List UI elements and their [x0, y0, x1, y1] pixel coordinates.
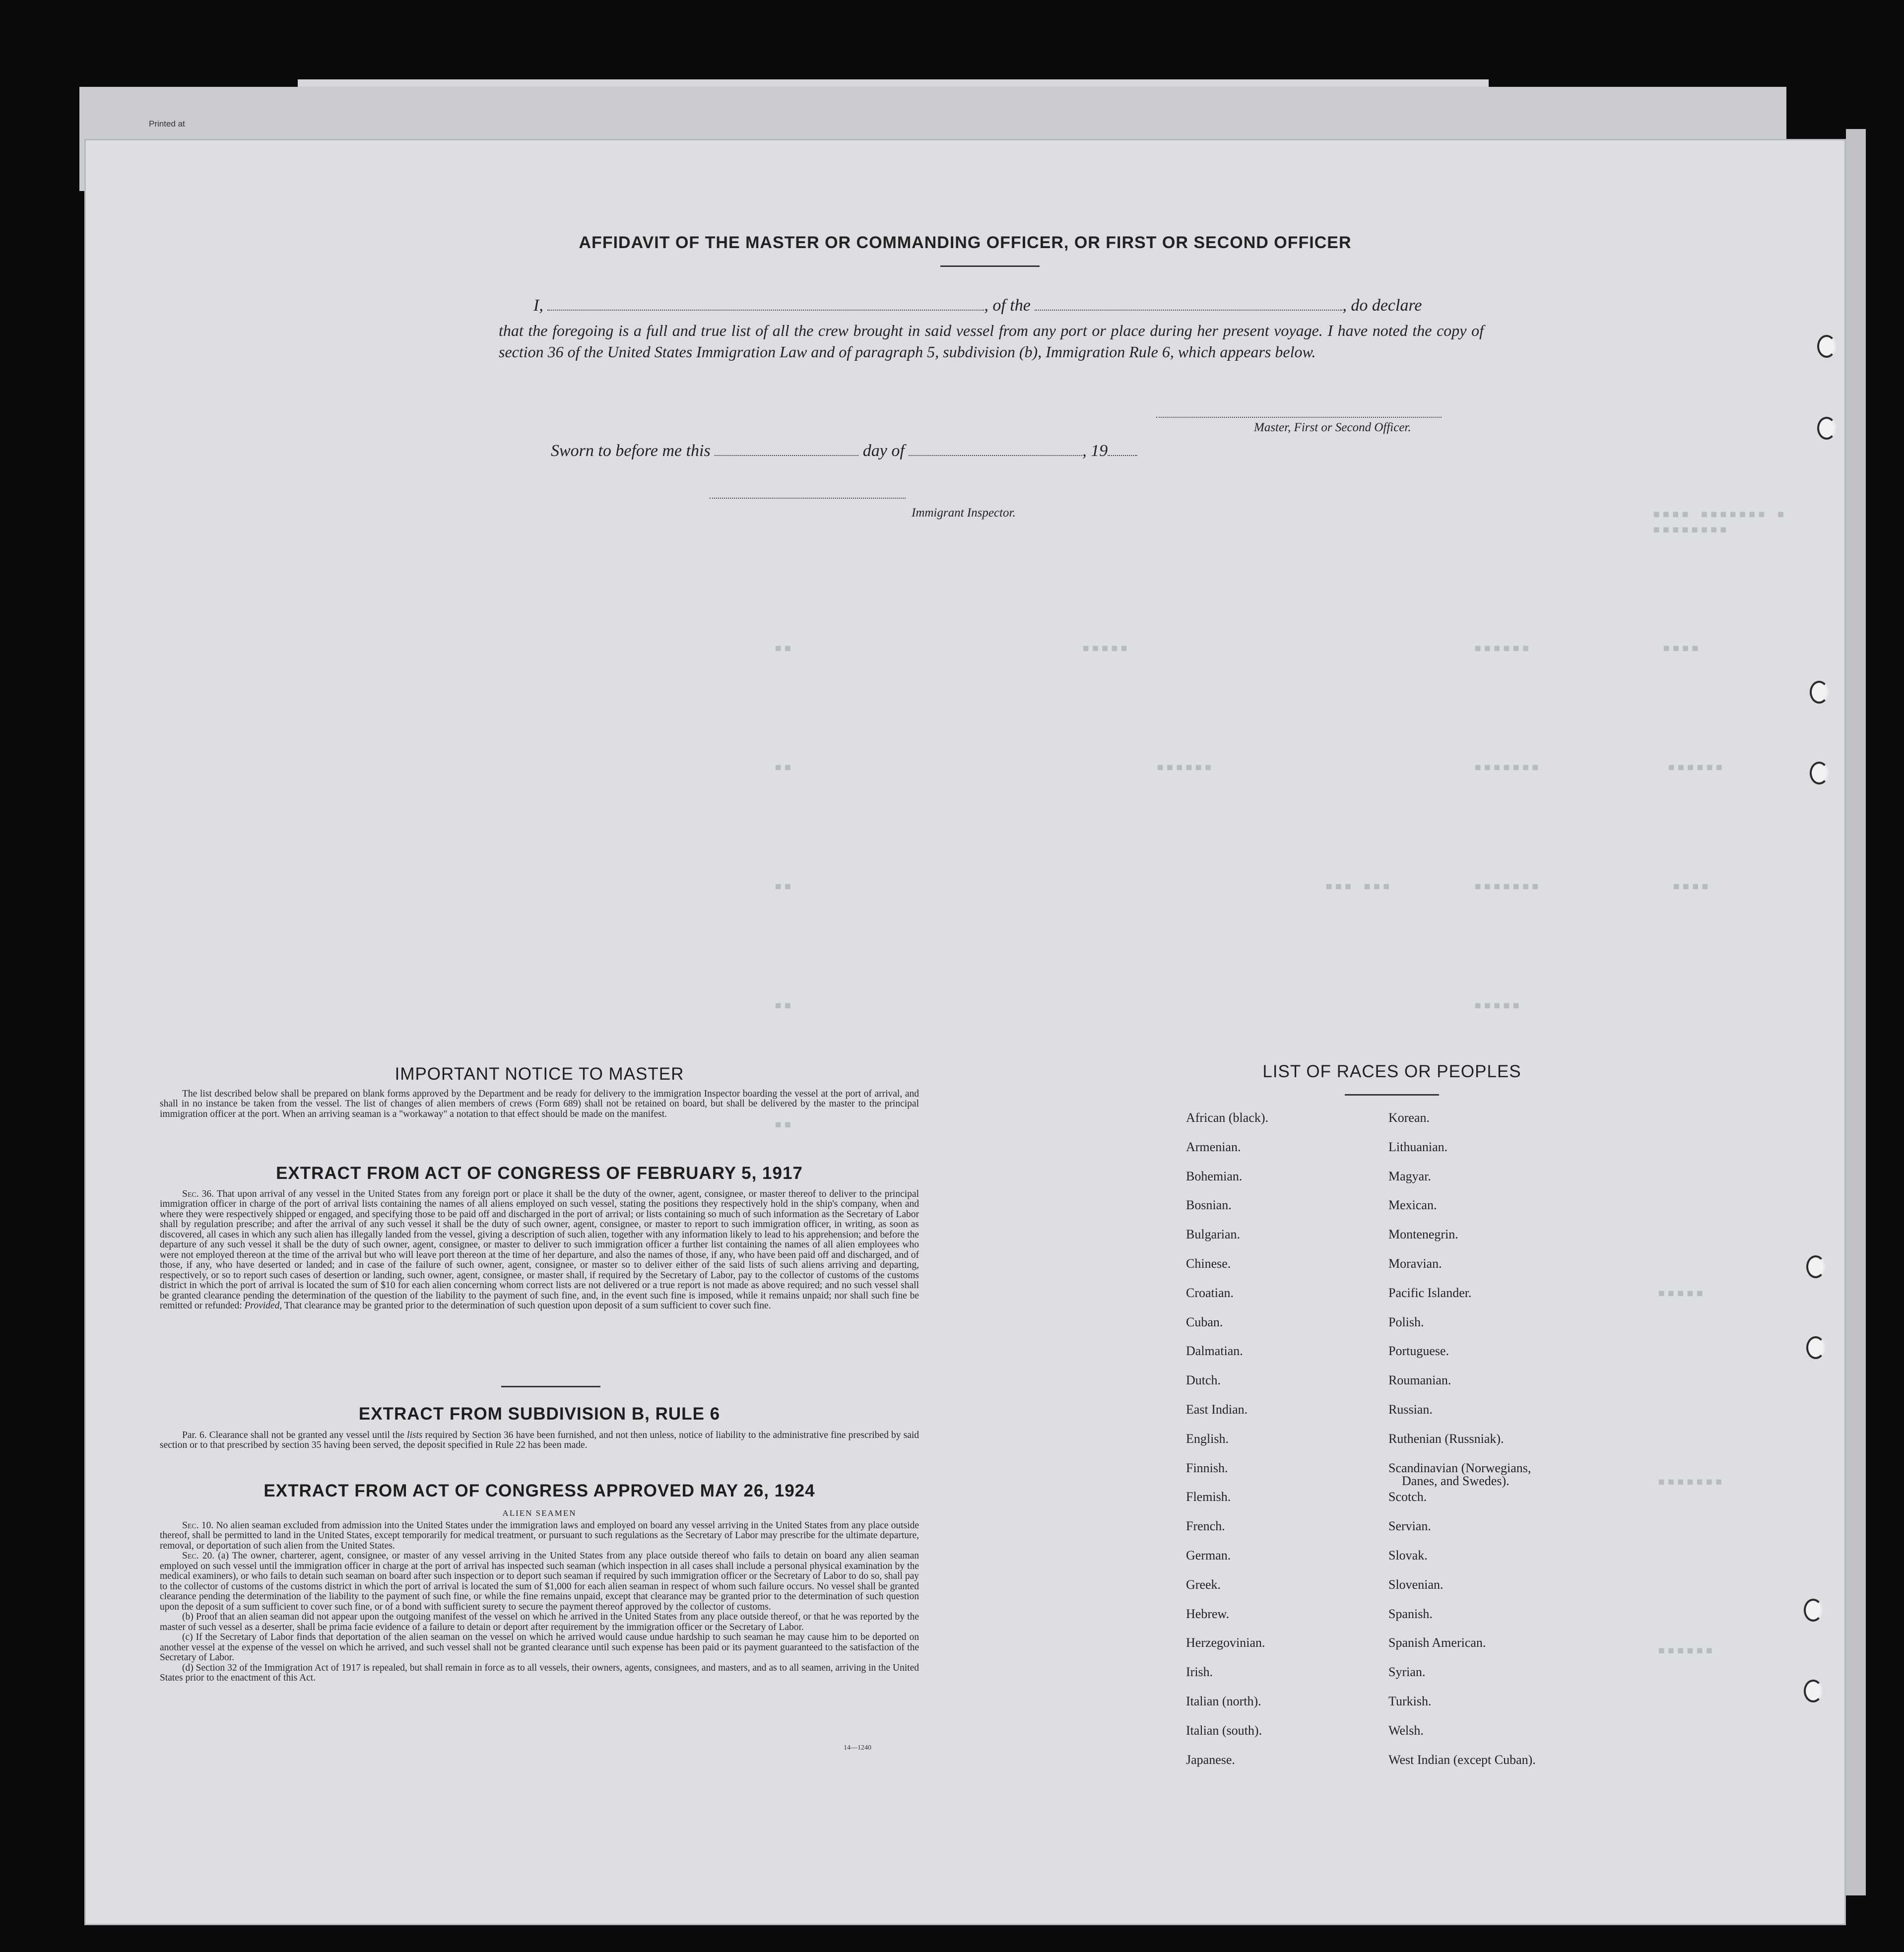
binder-hole: [1804, 1680, 1823, 1702]
binder-hole: [1804, 1599, 1823, 1622]
race-item: Bohemian.: [1186, 1169, 1243, 1183]
sworn-year-field[interactable]: [1108, 442, 1137, 456]
races-divider: [1345, 1094, 1439, 1096]
inspector-caption: Immigrant Inspector.: [912, 506, 1016, 520]
race-item: Italian (south).: [1186, 1723, 1262, 1738]
race-item: Lithuanian.: [1388, 1139, 1448, 1154]
race-item: Scotch.: [1388, 1490, 1427, 1504]
race-item: Moravian.: [1388, 1256, 1442, 1271]
race-item: Portuguese.: [1388, 1344, 1449, 1359]
officer-name-input[interactable]: [547, 297, 984, 311]
affidavit-statement: that the foregoing is a full and true list of all the crew brought in said vessel from any port or place during her present voyage. I have noted the copy of section 36 of the United States Immigration Law and of paragraph 5, subdivision (b), Immigration Rule 6, which appears below.: [499, 322, 1484, 361]
race-item: Spanish.: [1388, 1606, 1433, 1621]
form-number: 14—1240: [844, 1744, 871, 1752]
race-item: East Indian.: [1186, 1402, 1248, 1417]
race-item: Montenegrin.: [1388, 1227, 1458, 1242]
extract-rule6-text: Par. 6. Clearance shall not be granted any vessel until the lists required by Section 36 have been furnished, and not then unless, notice of liability to the administrative fine prescribed by said section or to that prescribed by section 35 having been served, the deposit specified in Rule 22 has been made.: [160, 1430, 919, 1451]
alien-seamen-subtitle: ALIEN SEAMEN: [502, 1508, 577, 1518]
extract-rule6-title: EXTRACT FROM SUBDIVISION B, RULE 6: [358, 1404, 721, 1424]
sworn-day-field[interactable]: [715, 442, 858, 456]
race-item: Turkish.: [1388, 1694, 1432, 1708]
manifest-page: ▪▪▪▪ ▪▪▪▪▪▪▪ ▪ ▪▪▪▪▪▪▪▪ ▪▪▪▪ ▪▪▪▪▪▪ ▪▪▪▪ ▪▪▪▪▪▪ ▪▪▪▪▪▪▪ ▪▪▪▪▪▪▪ ▪▪▪▪▪ ▪▪▪▪▪ ▪▪▪▪▪▪ ▪▪▪ ▪▪▪ ▪▪ ▪▪ ▪▪ ▪▪ ▪▪ ▪▪▪▪▪ ▪▪▪▪▪▪▪ ▪▪▪▪▪▪: [84, 139, 1846, 1925]
race-item: Japanese.: [1186, 1752, 1235, 1767]
master-officer-caption: Master, First or Second Officer.: [1254, 421, 1411, 434]
extract-1917-text: Sec. 36. That upon arrival of any vessel in the United States from any foreign port or place it shall be the duty of the owner, agent, consignee, or master thereof to deliver to the principal immigration officer in charge of the port of arrival lists containing the names of all aliens employed on such vessel, stating the positions they respectively hold in the ship's company, when and where they were respectively shipped or engaged, and specifying those to be paid off and discharged in the port of arrival; or lists containing so much of such information as the Secretary of Labor shall by regulation prescribe; and after the arrival of any such vessel it shall be the duty of such owner, agent, consignee, or master to report to such immigration officer, in writing, as soon as discovered, all cases in which any such alien has illegally landed from the vessel, giving a description of such alien, together with any information likely to lead to his apprehension; and before the departure of any such vessel it shall be the duty of such owner, agent, consignee, or master to deliver to such immigration officer a further list containing the names of all alien employees who were not employed thereon at the time of the arrival but who will leave port thereon at the time of her departure, and also the names of those, if any, who have been paid off and discharged, and of those, if any, who have deserted or landed; and in case of the failure of such owner, agent, consignee, or master so to deliver either of the said lists of such aliens arriving and departing, respectively, or so to report such cases of desertion or landing, such owner, agent, consignee, or master shall, if required by the Secretary of Labor, pay to the collector of customs of the customs district in which the port of arrival is located the sum of $10 for each alien concerning whom correct lists are not delivered or a true report is not made as above required; and no such vessel shall be granted clearance pending the determination of the question of the liability to the payment of such fine, and, in the event such fine is imposed, while it remains unpaid; nor shall such fine be remitted or refunded: Provided, That clearance may be granted prior to the determination of such question upon deposit of a sum sufficient to cover such fine.: [160, 1189, 919, 1311]
binder-hole: [1810, 762, 1829, 784]
race-item: West Indian (except Cuban).: [1388, 1752, 1536, 1767]
race-item: Dutch.: [1186, 1373, 1221, 1388]
master-signature-field[interactable]: [1156, 417, 1442, 418]
race-item: Danes, and Swedes).: [1402, 1473, 1510, 1488]
race-item: Greek.: [1186, 1577, 1221, 1592]
affidavit-heading: AFFIDAVIT OF THE MASTER OR COMMANDING OFFICER, OR FIRST OR SECOND OFFICER: [579, 233, 1352, 252]
race-item: German.: [1186, 1548, 1231, 1562]
race-item: Russian.: [1388, 1402, 1433, 1417]
race-item: African (black).: [1186, 1110, 1269, 1125]
notice-text: The list described below shall be prepared on blank forms approved by the Department and be ready for delivery to the immigration Inspector boarding the vessel at the port of arrival, and shall in no instance be taken from the vessel. The list of changes of alien members of crews (Form 689) shall not be retained on board, but shall be delivered by the master to the principal immigration officer at the port. When an arriving seaman is a "workaway" a notation to that effect should be made on the manifest.: [160, 1089, 919, 1119]
extract-1917-title: EXTRACT FROM ACT OF CONGRESS OF FEBRUARY 5, 1917: [276, 1164, 803, 1183]
race-item: Italian (north).: [1186, 1694, 1261, 1708]
race-item: Welsh.: [1388, 1723, 1424, 1738]
race-item: Herzegovinian.: [1186, 1635, 1265, 1650]
race-item: Syrian.: [1388, 1665, 1426, 1680]
race-item: Magyar.: [1388, 1169, 1431, 1183]
race-item: Hebrew.: [1186, 1606, 1230, 1621]
sworn-statement: [551, 442, 1137, 460]
section-divider-1: [501, 1386, 600, 1387]
race-item: Slovak.: [1388, 1548, 1428, 1562]
sworn-day-of: day of: [862, 442, 905, 460]
sworn-prefix: Sworn to before me this: [551, 442, 711, 460]
binder-hole: [1817, 335, 1836, 358]
race-item: Korean.: [1388, 1110, 1430, 1125]
binder-hole: [1806, 1255, 1825, 1278]
race-item: English.: [1186, 1431, 1229, 1446]
extract-1924-text: Sec. 10. No alien seaman excluded from admission into the United States under the immigration laws and employed on board any vessel arriving in the United States from any place outside thereof, shall be permitted to land in the United States, except temporarily for medical treatment, or pursuant to such regulations as the Secretary of Labor may prescribe for the ultimate departure, removal, or deportation of such alien from the United States. Sec. 20. (a) The owner, charterer, agent, consignee, or master of any vessel arriving in the United States from any place outside thereof who fails to detain on board any alien seaman employed on such vessel until the immigration officer in charge at the port of arrival has inspected such seaman (which inspection in all cases shall include a personal physical examination by the medical examiners), or who fails to detain such seaman on board after such inspection or to deport such seaman if required by such immigration officer or the Secretary of Labor to do so, shall pay to the collector of customs of the customs district in which the port of arrival is located the sum of $1,000 for each alien seaman in respect of whom such failure occurs. No vessel shall be granted clearance pending the determination of the liability to the payment of such fine, or while the fine remains unpaid, except that clearance may be granted prior to the determination of such question upon the deposit of a sum sufficient to cover such fine, or of a bond with sufficient surety to secure the payment thereof approved by the collector of customs. (b) Proof that an alien seaman did not appear upon the outgoing manifest of the vessel on which he arrived in the United States from any place outside thereof, or that he was reported by the master of such vessel as a deserter, shall be prima facie evidence of a failure to detain or deport after requirement by the immigration officer or the Secretary of Labor. (c) If the Secretary of Labor finds that deportation of the alien seaman on the vessel on which he arrived would cause undue hardship to such seaman he may cause him to be deported on another vessel at the expense of the vessel on which he arrived, and such vessel shall not be granted clearance until such expense has been paid or its payment guaranteed to the satisfaction of the Secretary of Labor. (d) Section 32 of the Immigration Act of 1917 is repealed, but shall remain in force as to all vessels, their owners, agents, consignees, and masters, and as to all seamen, arriving in the United States prior to the enactment of this Act.: [160, 1520, 919, 1684]
race-item: Irish.: [1186, 1665, 1213, 1680]
race-item: Mexican.: [1388, 1198, 1437, 1213]
binder-hole: [1806, 1336, 1825, 1359]
race-item: Croatian.: [1186, 1285, 1234, 1300]
sworn-year-prefix: , 19: [1082, 442, 1108, 460]
race-item: Cuban.: [1186, 1314, 1223, 1329]
sworn-month-field[interactable]: [909, 442, 1082, 456]
race-item: Ruthenian (Russniak).: [1388, 1431, 1504, 1446]
inspector-signature-field[interactable]: [710, 498, 906, 499]
race-item: Dalmatian.: [1186, 1344, 1243, 1359]
vessel-name-input[interactable]: [1035, 297, 1342, 311]
race-item: French.: [1186, 1519, 1225, 1534]
declaration-row: I, , of the , do declare: [533, 296, 1422, 315]
race-item: Slovenian.: [1388, 1577, 1444, 1592]
race-item: Bulgarian.: [1186, 1227, 1241, 1242]
race-item: Armenian.: [1186, 1139, 1241, 1154]
notice-title: IMPORTANT NOTICE TO MASTER: [394, 1064, 684, 1084]
race-item: Roumanian.: [1388, 1373, 1451, 1388]
race-item: Servian.: [1388, 1519, 1431, 1534]
binder-hole: [1810, 681, 1829, 704]
races-title: LIST OF RACES OR PEOPLES: [1262, 1062, 1521, 1081]
race-item: Flemish.: [1186, 1490, 1231, 1504]
race-item: Spanish American.: [1388, 1635, 1486, 1650]
race-item: Pacific Islander.: [1388, 1285, 1472, 1300]
printed-at-tag: Printed at: [149, 119, 185, 129]
affidavit-heading-divider: [940, 265, 1040, 267]
binder-hole: [1817, 417, 1836, 440]
race-item: Finnish.: [1186, 1460, 1228, 1475]
race-item: Scandinavian (Norwegians,: [1388, 1460, 1531, 1475]
race-item: Chinese.: [1186, 1256, 1231, 1271]
extract-1924-title: EXTRACT FROM ACT OF CONGRESS APPROVED MAY 26, 1924: [263, 1481, 815, 1500]
race-item: Polish.: [1388, 1314, 1424, 1329]
race-item: Bosnian.: [1186, 1198, 1232, 1213]
